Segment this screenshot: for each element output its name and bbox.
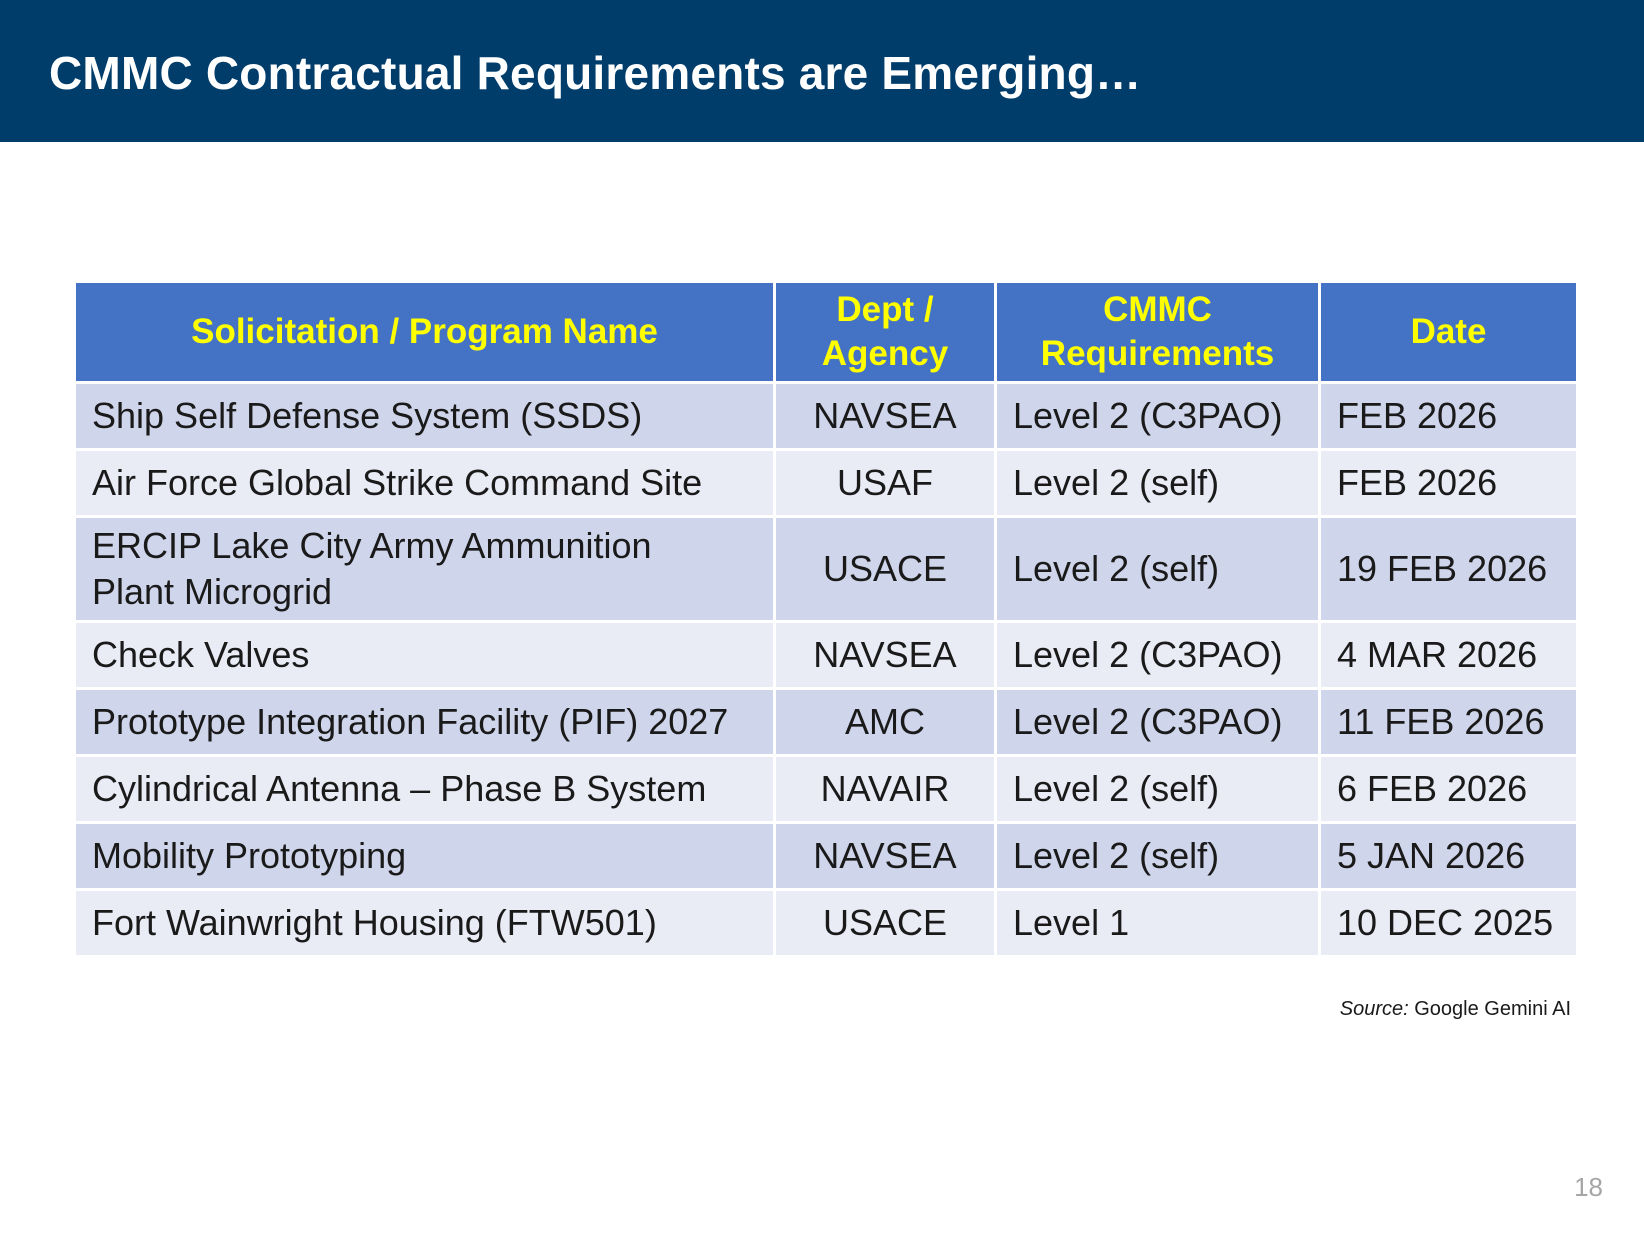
header-dept-agency: Dept / Agency <box>776 283 994 381</box>
slide-title-bar <box>0 0 1644 142</box>
cell-date: 19 FEB 2026 <box>1321 518 1576 620</box>
requirements-table <box>73 280 1579 958</box>
slide-title: CMMC Contractual Requirements are Emerging… <box>49 47 1142 99</box>
cell-requirement: Level 2 (C3PAO) <box>997 690 1318 754</box>
cell-requirement: Level 2 (self) <box>997 824 1318 888</box>
cell-dept: USAF <box>776 451 994 515</box>
table-row <box>76 518 1576 620</box>
table-row <box>76 623 1576 687</box>
cell-date: 10 DEC 2025 <box>1321 891 1576 955</box>
cell-dept: USACE <box>776 518 994 620</box>
cell-dept: NAVSEA <box>776 824 994 888</box>
cell-requirement: Level 2 (self) <box>997 451 1318 515</box>
header-program-name: Solicitation / Program Name <box>76 283 773 381</box>
cell-date: 4 MAR 2026 <box>1321 623 1576 687</box>
table-row <box>76 757 1576 821</box>
table-row <box>76 690 1576 754</box>
cell-dept: AMC <box>776 690 994 754</box>
cell-program: Fort Wainwright Housing (FTW501) <box>76 891 773 955</box>
cell-date: 6 FEB 2026 <box>1321 757 1576 821</box>
page-number: 18 <box>1574 1172 1603 1202</box>
cell-date: FEB 2026 <box>1321 451 1576 515</box>
cell-program: Ship Self Defense System (SSDS) <box>76 384 773 448</box>
cell-program: ERCIP Lake City Army Ammunition Plant Microgrid <box>76 518 773 620</box>
table-row <box>76 891 1576 955</box>
cell-requirement: Level 2 (self) <box>997 518 1318 620</box>
table-header-row <box>76 283 1576 381</box>
cell-program: Air Force Global Strike Command Site <box>76 451 773 515</box>
cell-program: Mobility Prototyping <box>76 824 773 888</box>
cell-dept: NAVAIR <box>776 757 994 821</box>
cell-dept: NAVSEA <box>776 384 994 448</box>
cell-requirement: Level 2 (C3PAO) <box>997 384 1318 448</box>
table-row <box>76 384 1576 448</box>
cell-date: 11 FEB 2026 <box>1321 690 1576 754</box>
source-label: Source: <box>1339 998 1409 1020</box>
cell-dept: USACE <box>776 891 994 955</box>
cell-program: Check Valves <box>76 623 773 687</box>
cell-date: FEB 2026 <box>1321 384 1576 448</box>
table-row <box>76 451 1576 515</box>
cell-program: Prototype Integration Facility (PIF) 2027 <box>76 690 773 754</box>
cell-requirement: Level 2 (self) <box>997 757 1318 821</box>
cell-requirement: Level 1 <box>997 891 1318 955</box>
table-row <box>76 824 1576 888</box>
source-note <box>1340 998 1571 1021</box>
cell-requirement: Level 2 (C3PAO) <box>997 623 1318 687</box>
cell-program: Cylindrical Antenna – Phase B System <box>76 757 773 821</box>
source-text: Google Gemini AI <box>1414 998 1571 1020</box>
cell-dept: NAVSEA <box>776 623 994 687</box>
cell-date: 5 JAN 2026 <box>1321 824 1576 888</box>
header-date: Date <box>1321 283 1576 381</box>
header-cmmc-requirements: CMMC Requirements <box>997 283 1318 381</box>
